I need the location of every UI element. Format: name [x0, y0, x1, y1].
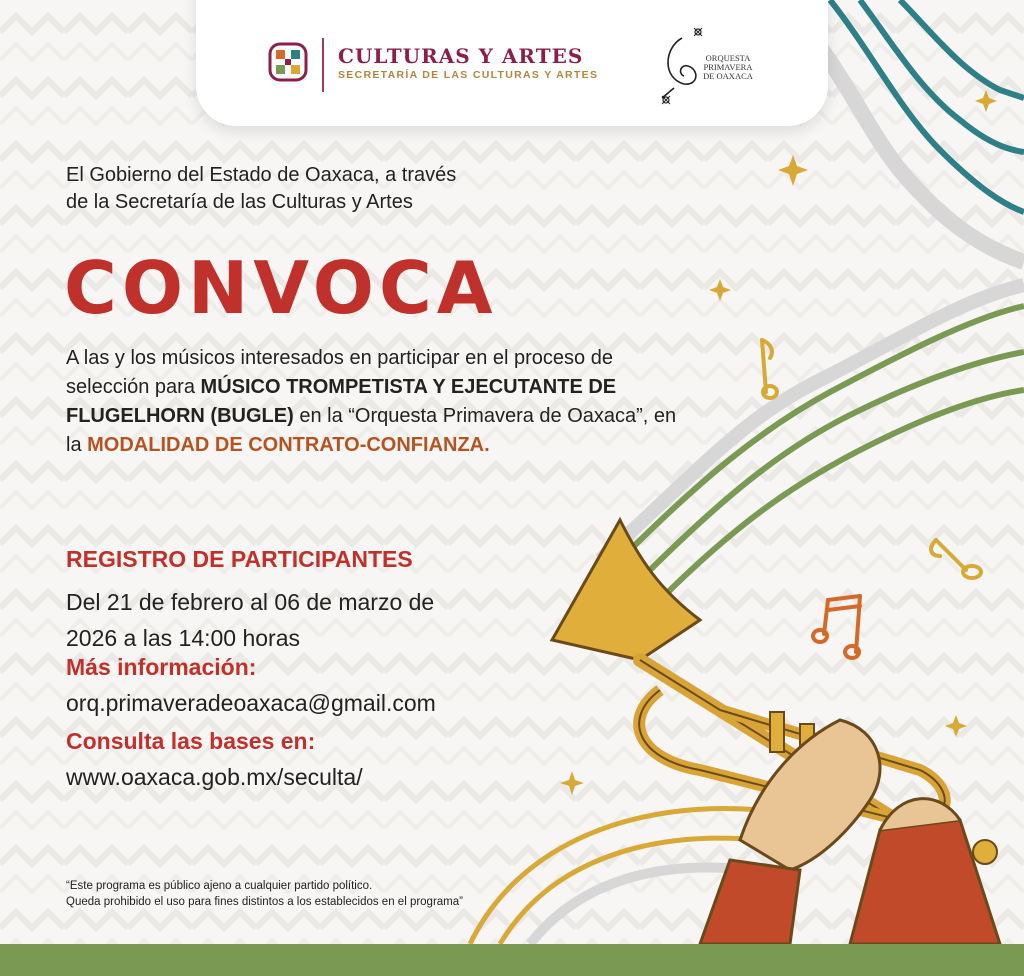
contact-email[interactable]: orq.primaveradeoaxaca@gmail.com [66, 690, 436, 716]
intro-line: El Gobierno del Estado de Oaxaca, a través [66, 164, 457, 186]
brand-title: CULTURAS Y ARTES [338, 44, 584, 68]
intro-text [66, 162, 456, 216]
culturas-logo-icon [268, 42, 308, 82]
legal-disclaimer [66, 878, 463, 910]
footer-bar [0, 944, 1024, 976]
header-card [196, 0, 828, 126]
disclaimer-line: “Este programa es público ajeno a cualquier partido político. [66, 880, 373, 892]
registration-dates-line: 2026 a las 14:00 horas [66, 625, 301, 651]
orchestra-name-line: PRIMAVERA [703, 62, 753, 72]
brand-subtitle: SECRETARÍA DE LAS CULTURAS Y ARTES [338, 69, 599, 81]
bases-url[interactable]: www.oaxaca.gob.mx/seculta/ [66, 764, 363, 790]
registration-dates [66, 584, 434, 656]
call-description [66, 344, 686, 460]
more-info-label: Más información: [66, 654, 257, 680]
description-text: en la “Orquesta Primavera de Oaxaca”, en la [66, 405, 677, 456]
contract-modality: MODALIDAD DE CONTRATO-CONFIANZA. [87, 434, 490, 456]
orchestra-name-line: ORQUESTA [705, 53, 751, 63]
registration-dates-line: Del 21 de febrero al 06 de marzo de [66, 589, 435, 615]
description-text: A las y los músicos interesados en participar en el proceso de selección para [66, 347, 613, 398]
registration-title: REGISTRO DE PARTICIPANTES [66, 546, 413, 572]
orchestra-name-line: DE OAXACA [703, 71, 753, 81]
logo-divider [322, 38, 324, 92]
position-title: MÚSICO TROMPETISTA Y EJECUTANTE DE FLUGELHORN (BUGLE) [66, 376, 617, 427]
disclaimer-line: Queda prohibido el uso para fines distintos a los establecidos en el programa” [66, 896, 463, 908]
orchestra-name [698, 54, 758, 81]
bases-label: Consulta las bases en: [66, 728, 316, 754]
headline: CONVOCA [64, 246, 498, 330]
intro-line: de la Secretaría de las Culturas y Artes [66, 191, 413, 213]
